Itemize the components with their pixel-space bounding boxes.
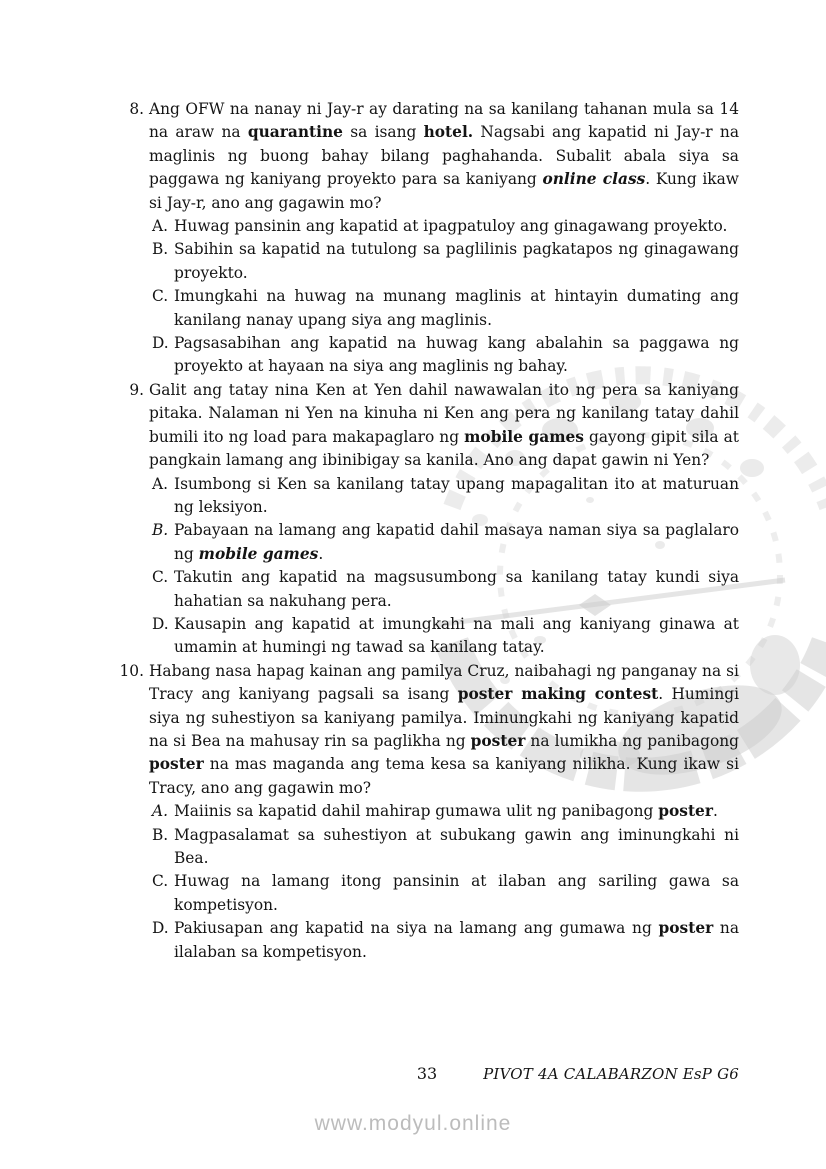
- text-segment: Kausapin ang kapatid at imungkahi na mali ang kaniyang ginawa at umamin at humingi ng tawad sa kanilang tatay.: [174, 614, 739, 657]
- question: [115, 379, 739, 660]
- text-segment: mobile games: [198, 544, 319, 563]
- text-segment: sa isang: [342, 123, 424, 142]
- option-letter: A.: [152, 802, 169, 821]
- text-segment: Pabayaan na lamang ang kapatid dahil masaya naman siya sa paglalaro ng: [174, 521, 739, 563]
- option-text: [174, 519, 739, 566]
- option-text: [174, 800, 739, 823]
- answer-option: [149, 285, 739, 332]
- option-letter: D.: [152, 919, 169, 938]
- option-text: [174, 473, 739, 520]
- text-segment: poster making contest: [457, 685, 659, 704]
- answer-option: [149, 800, 739, 823]
- answer-option: [149, 473, 739, 520]
- text-segment: poster: [470, 731, 526, 750]
- text-segment: na ilalaban sa kompetisyon.: [174, 919, 740, 961]
- answer-option: [149, 613, 739, 660]
- text-segment: Galit ang tatay nina Ken at Yen dahil nawawalan ito ng pera sa kaniyang pitaka. Nalaman ni Yen na kinuha ni Ken ang pera ng kanilang tatay dahil bumili ito ng load para makapaglaro ng: [149, 380, 739, 446]
- option-letter: D.: [152, 334, 169, 353]
- option-text: [174, 238, 739, 285]
- text-segment: Nagsabi ang kapatid ni Jay-r na maglinis ng buong bahay bilang paghahanda. Subalit abala siya sa paggawa ng kaniyang proyekto para sa kaniyang: [149, 123, 739, 189]
- answer-option: [149, 332, 739, 379]
- text-segment: Imungkahi na huwag na munang maglinis at hintayin dumating ang kanilang nanay upang siya ang maglinis.: [174, 287, 739, 329]
- option-letter: A.: [152, 217, 169, 236]
- option-letter: B.: [152, 521, 169, 540]
- text-segment: poster: [149, 755, 204, 774]
- text-segment: Habang nasa hapag kainan ang pamilya Cruz, naibahagi ng panganay na si Tracy ang kaniyang pagsali sa isang: [149, 661, 739, 704]
- option-letter: C.: [152, 872, 169, 891]
- question-body: [149, 660, 739, 964]
- text-segment: gayong gipit sila at pangkain lamang ang ibinibigay sa kanila. Ano ang dapat gawin ni Yen?: [149, 427, 739, 470]
- text-segment: Takutin ang kapatid na magsusumbong sa kanilang tatay kundi siya hahatian sa nakuhang pera.: [174, 568, 739, 610]
- answer-option: [149, 824, 739, 871]
- question: [115, 660, 739, 964]
- text-segment: poster: [658, 919, 714, 938]
- option-letter: B.: [152, 825, 169, 844]
- footer-source: PIVOT 4A CALABARZON EsP G6: [483, 1065, 739, 1083]
- option-text: [174, 917, 739, 964]
- question-body: [149, 98, 739, 379]
- text-segment: online class: [542, 170, 646, 189]
- question-stem: [149, 98, 739, 215]
- site-watermark: www.modyul.online: [314, 1112, 512, 1135]
- option-letter: C.: [152, 287, 169, 306]
- text-segment: quarantine: [247, 123, 343, 142]
- answer-option: [149, 870, 739, 917]
- text-segment: . Kung ikaw si Jay-r, ano ang gagawin mo?: [149, 170, 739, 212]
- option-text: [174, 870, 739, 917]
- option-letter: D.: [152, 614, 169, 633]
- text-segment: na mas maganda ang tema kesa sa kaniyang nilikha. Kung ikaw si Tracy, ano ang gagawin mo?: [149, 755, 739, 797]
- text-segment: Ang OFW na nanay ni Jay-r ay darating na sa kanilang tahanan mula sa 14 na araw na: [149, 100, 739, 142]
- option-letter: A.: [152, 474, 169, 493]
- option-text: [174, 566, 739, 613]
- text-segment: Pagsasabihan ang kapatid na huwag kang abalahin sa paggawa ng proyekto at hayaan na siya ang maglinis ng bahay.: [174, 334, 739, 376]
- option-text: [174, 613, 739, 660]
- option-letter: B.: [152, 240, 169, 259]
- question-number: 10.: [119, 661, 144, 680]
- text-segment: Huwag pansinin ang kapatid at ipagpatuloy ang ginagawang proyekto.: [174, 217, 728, 236]
- question-stem: [149, 660, 739, 800]
- page-number: 33: [416, 1064, 438, 1083]
- questions-list: [115, 98, 739, 964]
- text-segment: .: [712, 802, 718, 821]
- text-segment: Pakiusapan ang kapatid na siya na lamang ang gumawa ng: [174, 919, 659, 938]
- text-segment: mobile games: [464, 427, 584, 446]
- option-text: [174, 824, 739, 871]
- answer-option: [149, 238, 739, 285]
- text-segment: Isumbong si Ken sa kanilang tatay upang mapagalitan ito at maturuan ng leksiyon.: [174, 474, 739, 516]
- answer-option: [149, 566, 739, 613]
- question-number: 8.: [129, 100, 144, 118]
- page-footer: [115, 1064, 739, 1090]
- text-segment: na lumikha ng panibagong: [525, 731, 739, 750]
- text-segment: Huwag na lamang itong pansinin at ilaban ang sariling gawa sa kompetisyon.: [174, 872, 739, 914]
- question-body: [149, 379, 739, 660]
- answer-option: [149, 215, 739, 238]
- text-segment: Sabihin sa kapatid na tutulong sa paglilinis pagkatapos ng ginagawang proyekto.: [174, 240, 739, 282]
- text-segment: Magpasalamat sa suhestiyon at subukang gawin ang iminungkahi ni Bea.: [174, 825, 739, 867]
- answer-option: [149, 917, 739, 964]
- text-segment: hotel.: [423, 123, 474, 142]
- option-text: [174, 285, 739, 332]
- question-stem: [149, 379, 739, 473]
- text-segment: . Humingi siya ng suhestiyon sa kaniyang pamilya. Iminungkahi ng kaniyang kapatid na si Bea na mahusay rin sa paglikha ng: [149, 685, 740, 750]
- option-letter: C.: [152, 568, 169, 587]
- question-number: 9.: [129, 380, 144, 399]
- text-segment: .: [318, 544, 324, 563]
- question: [115, 98, 739, 379]
- option-text: [174, 332, 739, 379]
- option-text: [174, 215, 739, 238]
- text-segment: Maiinis sa kapatid dahil mahirap gumawa ulit ng panibagong: [174, 802, 659, 821]
- text-segment: poster: [658, 802, 713, 821]
- answer-option: [149, 519, 739, 566]
